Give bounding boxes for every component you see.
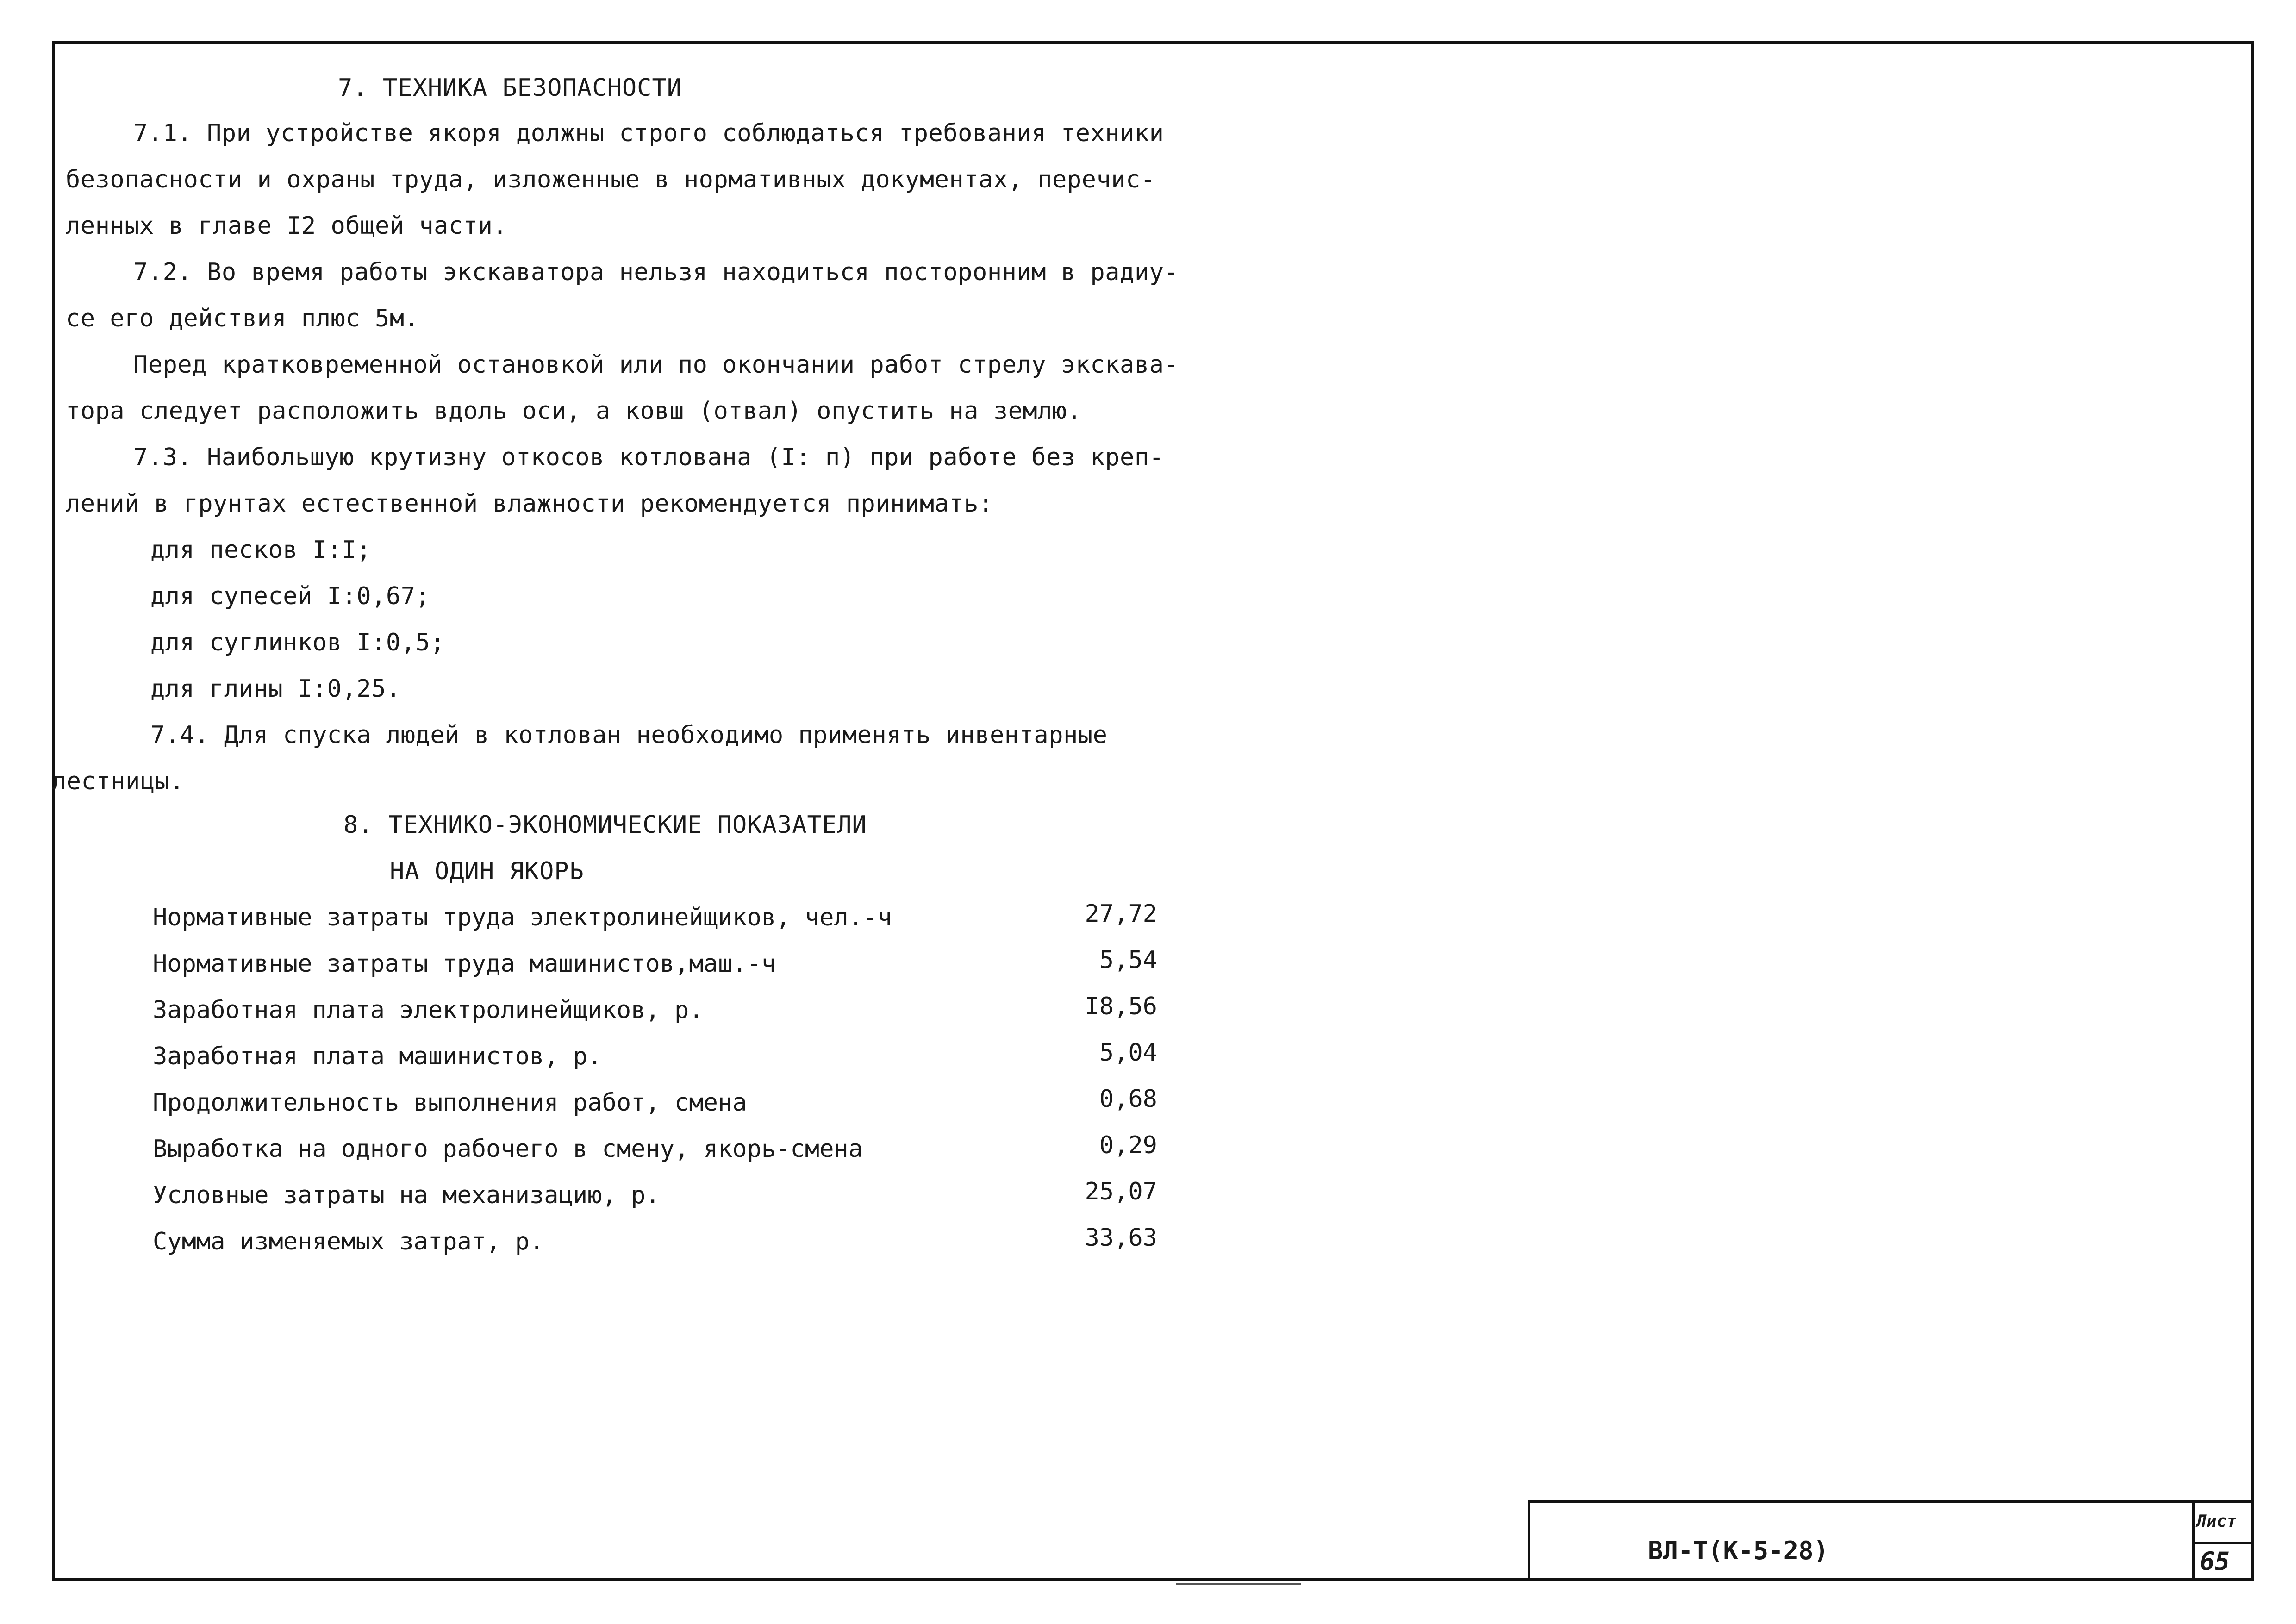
paragraph-7-4-line-1: 7.4. Для спуска людей в котлован необходимо применять инвентарные — [150, 721, 1108, 749]
document-code: ВЛ-Т(К-5-28) — [1648, 1536, 1829, 1565]
indicator-label: Продолжительность выполнения работ, смена — [153, 1089, 747, 1117]
indicator-value: 33,63 — [1085, 1224, 1157, 1252]
indicator-label: Сумма изменяемых затрат, р. — [153, 1228, 544, 1255]
sheet-divider — [2192, 1542, 2254, 1544]
indicator-value: 5,54 — [1099, 946, 1157, 974]
indicator-label: Условные затраты на механизацию, р. — [153, 1181, 660, 1209]
indicator-value: 27,72 — [1085, 900, 1157, 928]
paragraph-7-4-line-2: лестницы. — [52, 768, 185, 795]
indicator-value: I8,56 — [1085, 993, 1157, 1020]
section-7-title: 7. ТЕХНИКА БЕЗОПАСНОСТИ — [338, 74, 682, 102]
slope-sand: для песков I:I; — [150, 536, 372, 564]
indicator-label: Нормативные затраты труда машинистов,маш.-ч — [153, 950, 776, 978]
slope-loam: для суглинков I:0,5; — [150, 629, 445, 656]
paragraph-7-1-line-1: 7.1. При устройстве якоря должны строго соблюдаться требования техники — [133, 119, 1164, 147]
sheet-label: Лист — [2196, 1512, 2237, 1531]
indicator-label: Заработная плата машинистов, р. — [153, 1043, 602, 1070]
title-block — [1528, 1500, 2254, 1581]
section-8-title-line-2: НА ОДИН ЯКОРЬ — [390, 857, 584, 885]
indicator-value: 0,68 — [1099, 1085, 1157, 1113]
paragraph-7-2-line-2: се его действия плюс 5м. — [66, 305, 419, 332]
indicator-label: Нормативные затраты труда электролинейщиков, чел.-ч — [153, 904, 892, 931]
sheet-number: 65 — [2200, 1547, 2230, 1576]
indicator-value: 25,07 — [1085, 1178, 1157, 1206]
paragraph-7-2-line-1: 7.2. Во время работы экскаватора нельзя находиться посторонним в радиу- — [133, 258, 1179, 286]
slope-sandy-loam: для супесей I:0,67; — [150, 582, 430, 610]
paragraph-7-3-line-1: 7.3. Наибольшую крутизну откосов котлована (I: п) при работе без креп- — [133, 443, 1164, 471]
paragraph-7-3-line-2: лений в грунтах естественной влажности рекомендуется принимать: — [66, 490, 993, 518]
indicator-value: 0,29 — [1099, 1131, 1157, 1159]
section-8-title-line-1: 8. ТЕХНИКО-ЭКОНОМИЧЕСКИЕ ПОКАЗАТЕЛИ — [343, 811, 867, 839]
paragraph-7-2b-line-2: тора следует расположить вдоль оси, а ковш (отвал) опустить на землю. — [66, 397, 1082, 425]
paragraph-7-2b-line-1: Перед кратковременной остановкой или по окончании работ стрелу экскава- — [133, 351, 1179, 379]
bottom-mark — [1176, 1583, 1301, 1585]
indicator-label: Выработка на одного рабочего в смену, якорь-смена — [153, 1135, 863, 1163]
paragraph-7-1-line-2: безопасности и охраны труда, изложенные в нормативных документах, перечис- — [66, 166, 1155, 194]
slope-clay: для глины I:0,25. — [150, 675, 401, 703]
indicator-label: Заработная плата электролинейщиков, р. — [153, 996, 704, 1024]
paragraph-7-1-line-3: ленных в главе I2 общей части. — [66, 212, 508, 240]
indicator-value: 5,04 — [1099, 1039, 1157, 1067]
